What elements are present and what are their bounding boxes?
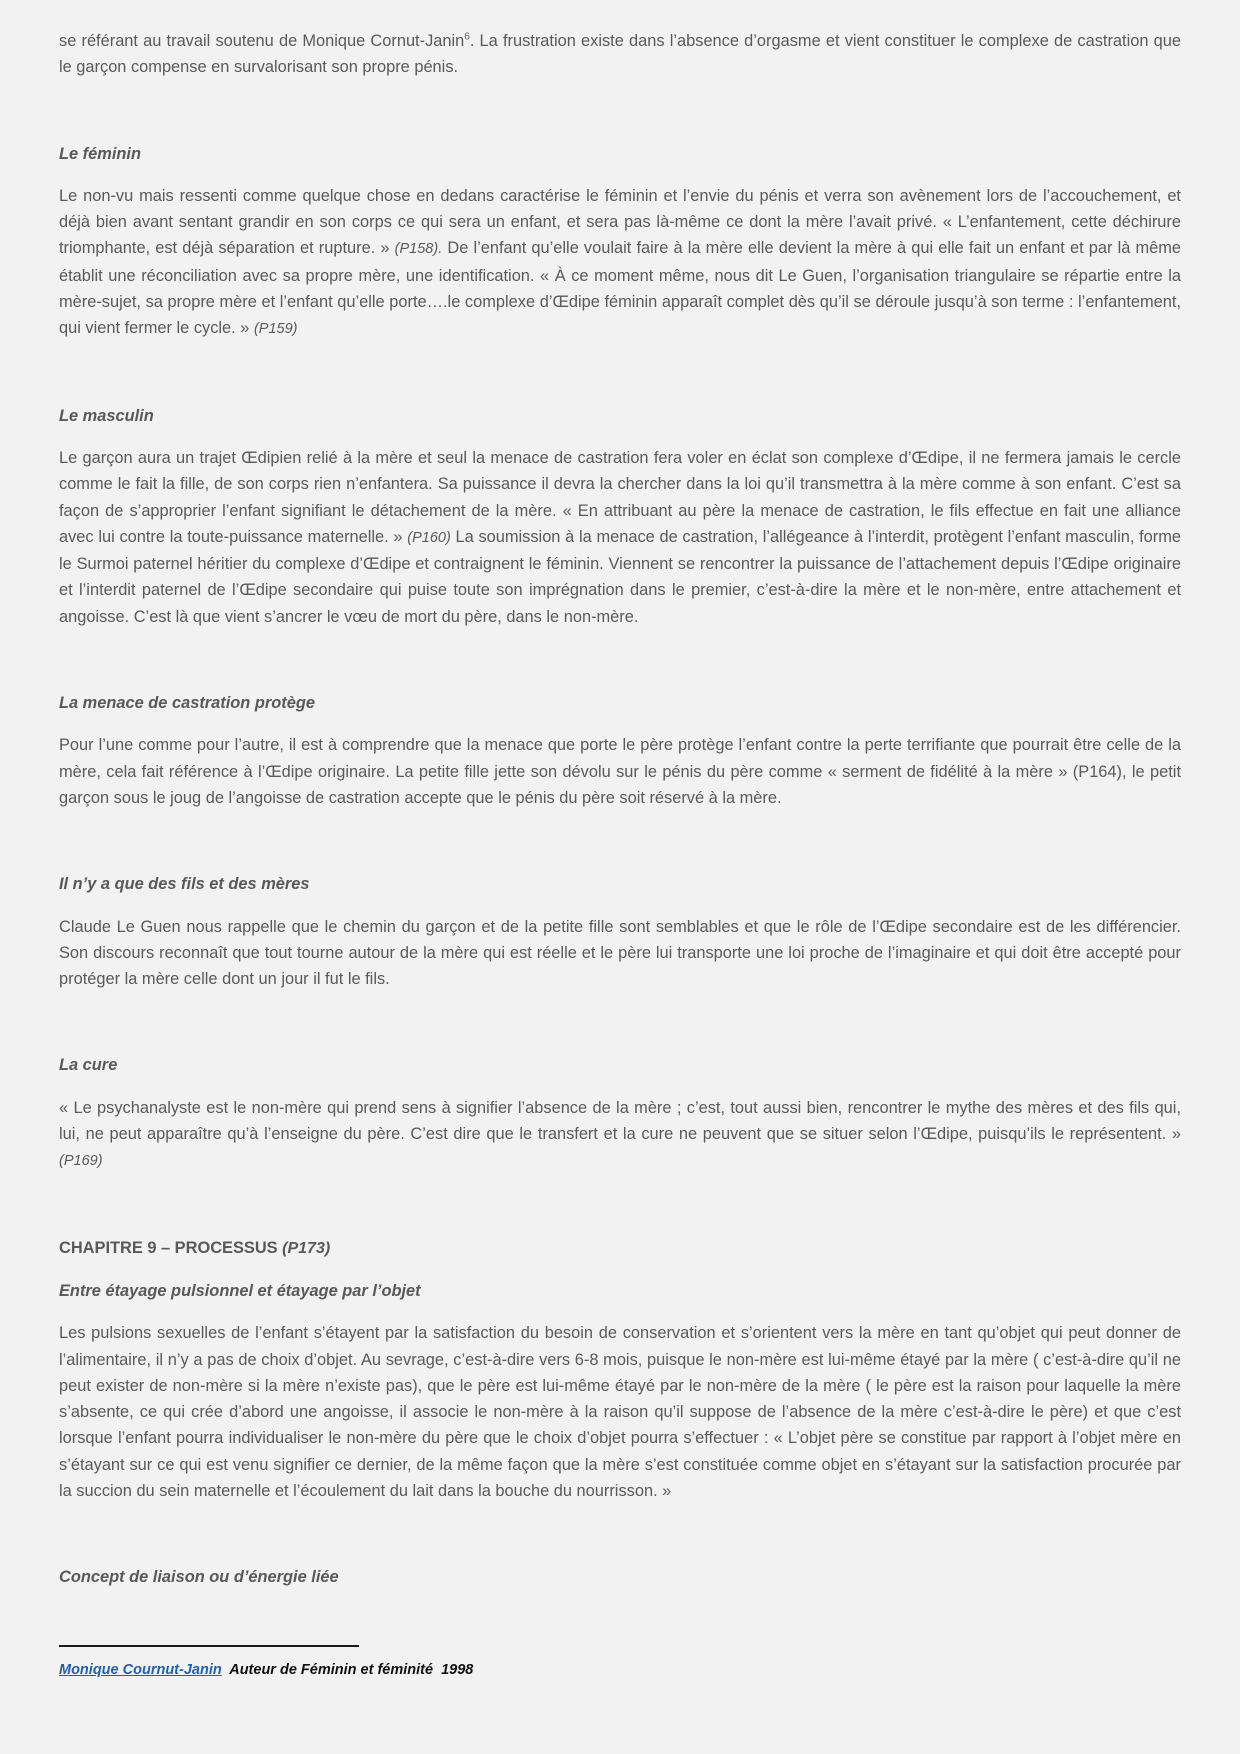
heading-cure: La cure: [59, 1056, 118, 1075]
intro-paragraph: [59, 28, 1181, 81]
page-content: [59, 28, 1181, 1591]
page-reference: (P158).: [394, 241, 443, 258]
footnote-separator: [59, 1645, 359, 1647]
heading-feminin: Le féminin: [59, 144, 141, 163]
footnote-text: Auteur de Féminin et féminité 1998: [221, 1662, 474, 1678]
paragraph-fils-meres: Claude Le Guen nous rappelle que le chemin du garçon et de la petite fille sont semblables et que le rôle de l’Œdipe secondaire est de les différencier. Son discours reconnaît que tout tourne autour de la mère qui est réelle et le père lui transporte une loi proche de l’imaginaire et qui doit être accepté pour protéger la mère celle dont un jour il fut le fils.: [59, 917, 1181, 989]
masculin-text-a: Le garçon aura un trajet Œdipien relié à la mère et seul la menace de castration fera voler en éclat son complexe d’Œdipe, il ne fermera jamais le cercle comme le fait la fille, de son corps rien n’enfantera. Sa puissance il devra la chercher dans la loi qu’il transmettra à la mère comme à son enfant. C’est sa façon de s’approprier l’enfant signifiant le détachement de la mère. « En attribuant au père la menace de castration, le fils effectue en fait une alliance avec lui contre la toute-puissance maternelle. »: [59, 448, 1181, 546]
intro-text-a: se référant au travail soutenu de Monique Cornut-Janin: [59, 32, 465, 50]
footnote: [59, 1657, 473, 1683]
chapter-title-text: CHAPITRE 9 – PROCESSUS: [59, 1238, 283, 1257]
footnote-marker[interactable]: 6: [464, 31, 470, 43]
page-reference: (P160): [407, 529, 451, 546]
footnote-author-link[interactable]: Monique Cournut-Janin: [59, 1662, 222, 1678]
paragraph-menace: Pour l’une comme pour l’autre, il est à comprendre que la menace que porte le père protège l’enfant contre la perte terrifiante que pourrait être celle de la mère, cela fait référence à l’Œdipe originaire. La petite fille jette son dévolu sur le pénis du père comme « serment de fidélité à la mère » (P164), le petit garçon sous le joug de l’angoisse de castration accepte que le pénis du père soit réservé à la mère.: [59, 736, 1181, 807]
paragraph-cure: [59, 1095, 1181, 1175]
heading-masculin: Le masculin: [59, 406, 154, 425]
heading-concept-liaison: Concept de liaison ou d’énergie liée: [59, 1568, 339, 1587]
heading-fils-meres: Il n’y a que des fils et des mères: [59, 875, 310, 894]
paragraph-feminin: [59, 183, 1181, 343]
page-reference: (P173): [282, 1239, 331, 1257]
masculin-text-b: La soumission à la menace de castration, l’allégeance à l’interdit, protègent l’enfant masculin, forme le Surmoi paternel héritier du complexe d’Œdipe et contraignent le féminin. Viennent se rencontrer la puissance de l’attachement depuis l’Œdipe originaire et l’interdit paternel de l’Œdipe secondaire qui puise toute son imprégnation dans le premier, c’est-à-dire la mère et le non-mère, entre attachement et angoisse. C’est là que vient s’ancrer le vœu de mort du père, dans le non-mère.: [59, 527, 1181, 626]
page-reference: (P159): [253, 321, 298, 338]
paragraph-etayage: Les pulsions sexuelles de l’enfant s’étayent par la satisfaction du besoin de conservation et s’orientent vers la mère en tant qu’objet qui peut donner de l’alimentaire, il n’y a pas de choix d’objet. Au sevrage, c’est-à-dire vers 6-8 mois, puisque le non-mère est lui-même étayé par la mère ( c’est-à-dire qu’il ne peut exister de non-mère si la mère n’existe pas), que le père est lui-même étayé par le non-mère de la mère ( le père est la raison pour laquelle la mère s’absente, ce qui crée d’abord une angoisse, il associe le non-mère à la raison qu’il suppose de l’absence de la mère c’est-à-dire le père) et que c’est lorsque l’enfant pourra individualiser le non-mère du père que le choix d’objet pourra s’effectuer : « L’objet père se constitue par rapport à l’objet mère en s’étayant sur ce qui est venu signifier ce dernier, de la même façon que la mère s’est constituée comme objet en s’étayant sur la satisfaction procurée par la succion du sein maternelle et l’écoulement du lait dans la bouche du nourrisson. »: [59, 1324, 1181, 1500]
heading-etayage: Entre étayage pulsionnel et étayage par l’objet: [59, 1281, 421, 1300]
feminin-text-a: Le non-vu mais ressenti comme quelque chose en dedans caractérise le féminin et l’envie du pénis et verra son avènement lors de l’accouchement, et déjà bien avant sentant grandir en son corps ce qui sera un enfant, et sera pas là-même ce dont la mère l’avait privé. « L’enfantement, cette déchirure triomphante, est déjà séparation et rupture. »: [59, 186, 1181, 258]
page-reference: (P169): [59, 1153, 103, 1170]
feminin-text-b: De l’enfant qu’elle voulait faire à la mère elle devient la mère à qui elle fait un enfant et par là même établit une réconciliation avec sa propre mère, une identification. « À ce moment même, nous dit Le Guen, l’organisation triangulaire se répartie entre la mère-sujet, sa propre mère et l’enfant qu’elle porte….le complexe d’Œdipe féminin apparaît complet dès qu’il se déroule jusqu’à son terme : l’enfantement, qui vient fermer le cycle. »: [59, 239, 1181, 338]
chapter-title: [59, 1235, 1181, 1262]
intro-text-b: . La frustration existe dans l’absence d’orgasme et vient constituer le complexe de castration que le garçon compense en survalorisant son propre pénis.: [59, 32, 1181, 77]
paragraph-masculin: [59, 445, 1181, 630]
cure-text: « Le psychanalyste est le non-mère qui prend sens à signifier l’absence de la mère ; c’est, tout aussi bien, rencontrer le mythe des mères et des fils qui, lui, ne peut apparaître qu’à l’enseigne du père. C’est dire que le transfert et la cure ne peuvent que se situer selon l’Œdipe, puisqu’ils le représentent. »: [59, 1098, 1181, 1144]
heading-menace: La menace de castration protège: [59, 694, 315, 713]
